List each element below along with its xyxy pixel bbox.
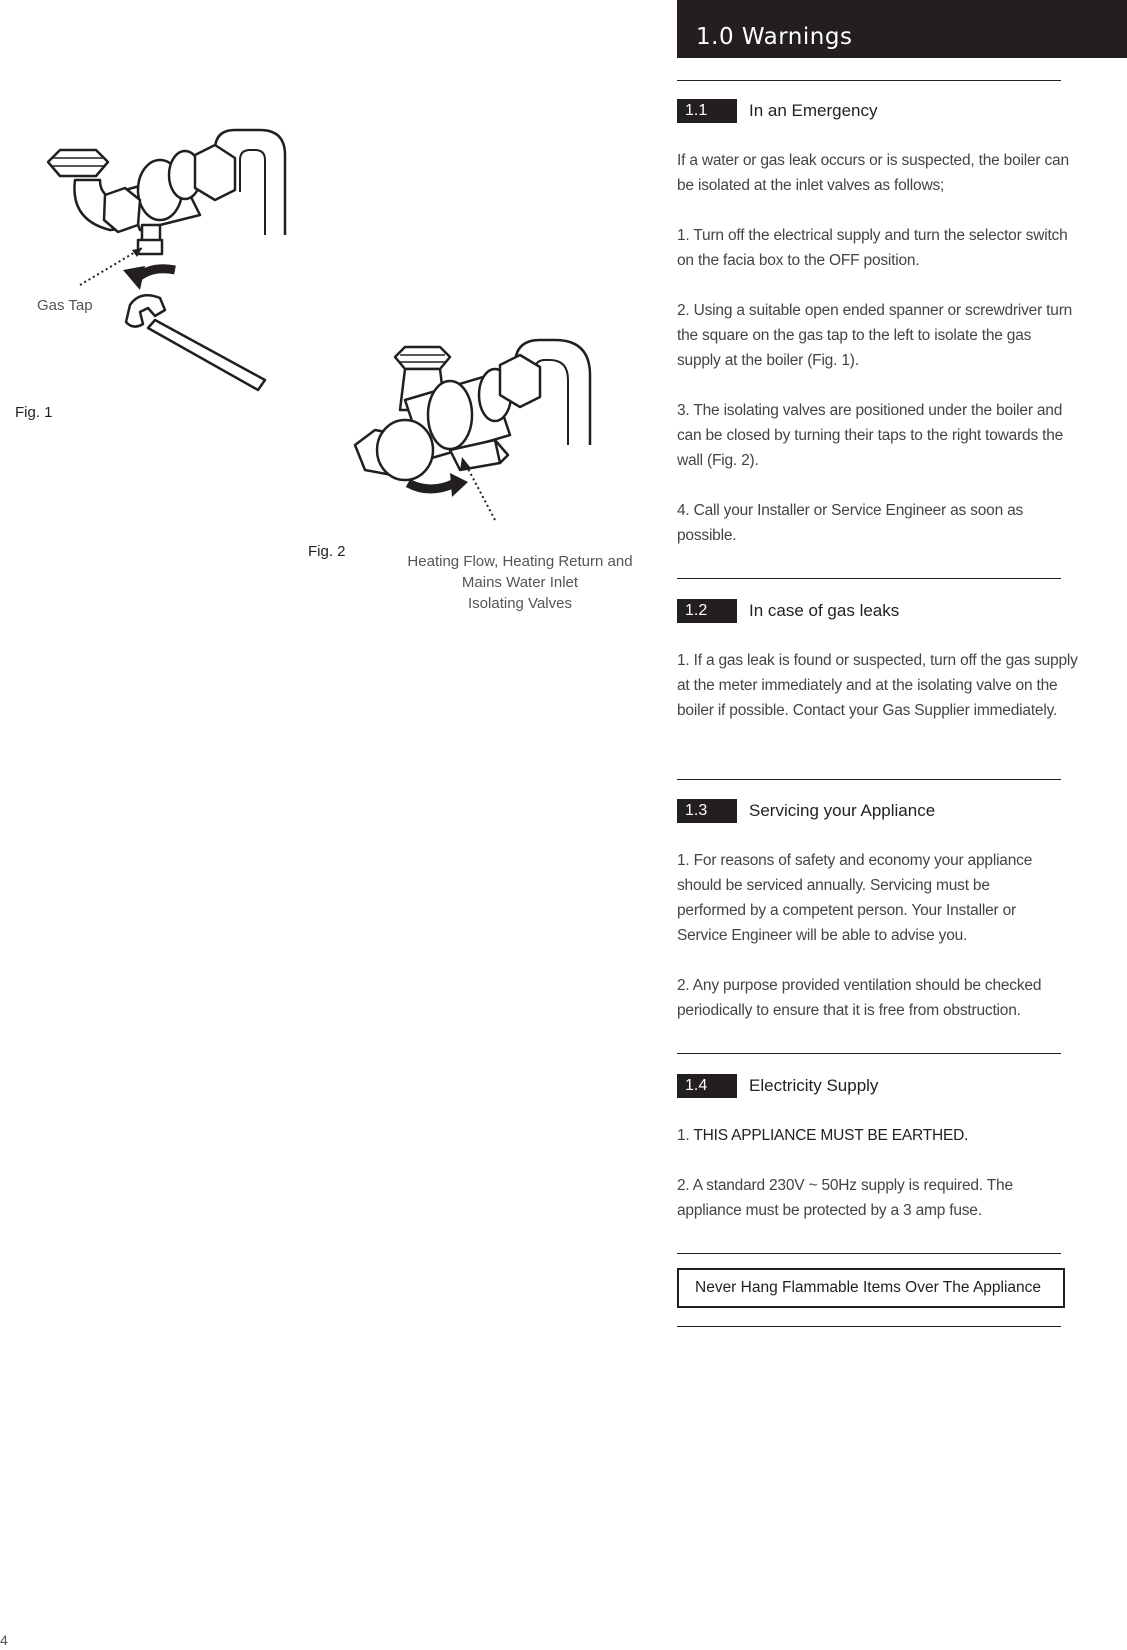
fig2-isolating-valves-illustration <box>350 335 600 550</box>
fig2-caption-line: Mains Water Inlet <box>461 574 579 591</box>
flammable-notice: Never Hang Flammable Items Over The Appliance <box>677 1268 1065 1308</box>
fig2-label: Fig. 2 <box>308 543 346 560</box>
fig1-gas-tap-illustration <box>30 120 300 410</box>
section-number: 1.1 <box>677 99 737 123</box>
fig1-caption: Gas Tap <box>37 297 93 314</box>
page-number: 4 <box>0 1632 8 1648</box>
section-paragraph: 3. The isolating valves are positioned under the boiler and can be closed by turning their taps to the right towards the wall (Fig. 2). <box>677 402 1064 469</box>
section-paragraph: If a water or gas leak occurs or is suspected, the boiler can be isolated at the inlet valves as follows; <box>677 152 1069 194</box>
section-title: In an Emergency <box>749 101 878 120</box>
section-title: In case of gas leaks <box>749 601 900 620</box>
section-paragraph: 1. Turn off the electrical supply and turn the selector switch on the facia box to the OFF position. <box>677 227 1068 269</box>
section-title: Electricity Supply <box>749 1076 879 1095</box>
section-number: 1.3 <box>677 799 737 823</box>
page-title: 1.0 Warnings <box>696 24 853 50</box>
section-paragraph: 2. A standard 230V ~ 50Hz supply is required. The appliance must be protected by a 3 amp fuse. <box>677 1177 1013 1219</box>
section-title: Servicing your Appliance <box>749 801 936 820</box>
fig2-caption-line: Heating Flow, Heating Return and <box>407 553 633 570</box>
fig1-label: Fig. 1 <box>15 404 53 421</box>
section-paragraph: 2. Using a suitable open ended spanner or screwdriver turn the square on the gas tap to the left to isolate the gas supply at the boiler (Fig. 1). <box>677 302 1073 369</box>
section-paragraph: 1. For reasons of safety and economy your appliance should be serviced annually. Servicing must be performed by a competent person. Your Installer or Service Engineer will be able to advise you. <box>677 852 1033 944</box>
section-divider <box>677 779 1061 780</box>
section-divider <box>677 1326 1061 1327</box>
section-paragraph: 4. Call your Installer or Service Engineer as soon as possible. <box>677 502 1024 544</box>
section-divider <box>677 1253 1061 1254</box>
earthed-warning: THIS APPLIANCE MUST BE EARTHED. <box>693 1127 969 1144</box>
section-number: 1.2 <box>677 599 737 623</box>
earthed-prefix: 1. <box>677 1127 694 1144</box>
section-divider <box>677 578 1061 579</box>
section-paragraph: 2. Any purpose provided ventilation should be checked periodically to ensure that it is free from obstruction. <box>677 977 1042 1019</box>
section-paragraph: 1. If a gas leak is found or suspected, turn off the gas supply at the meter immediately and at the isolating valve on the boiler if possible. Contact your Gas Supplier immediately. <box>677 652 1078 719</box>
fig2-caption-line: Isolating Valves <box>468 595 572 612</box>
section-number: 1.4 <box>677 1074 737 1098</box>
section-divider <box>677 1053 1061 1054</box>
section-paragraph <box>677 1123 1077 1148</box>
fig2-caption <box>400 551 640 614</box>
section-divider <box>677 80 1061 81</box>
